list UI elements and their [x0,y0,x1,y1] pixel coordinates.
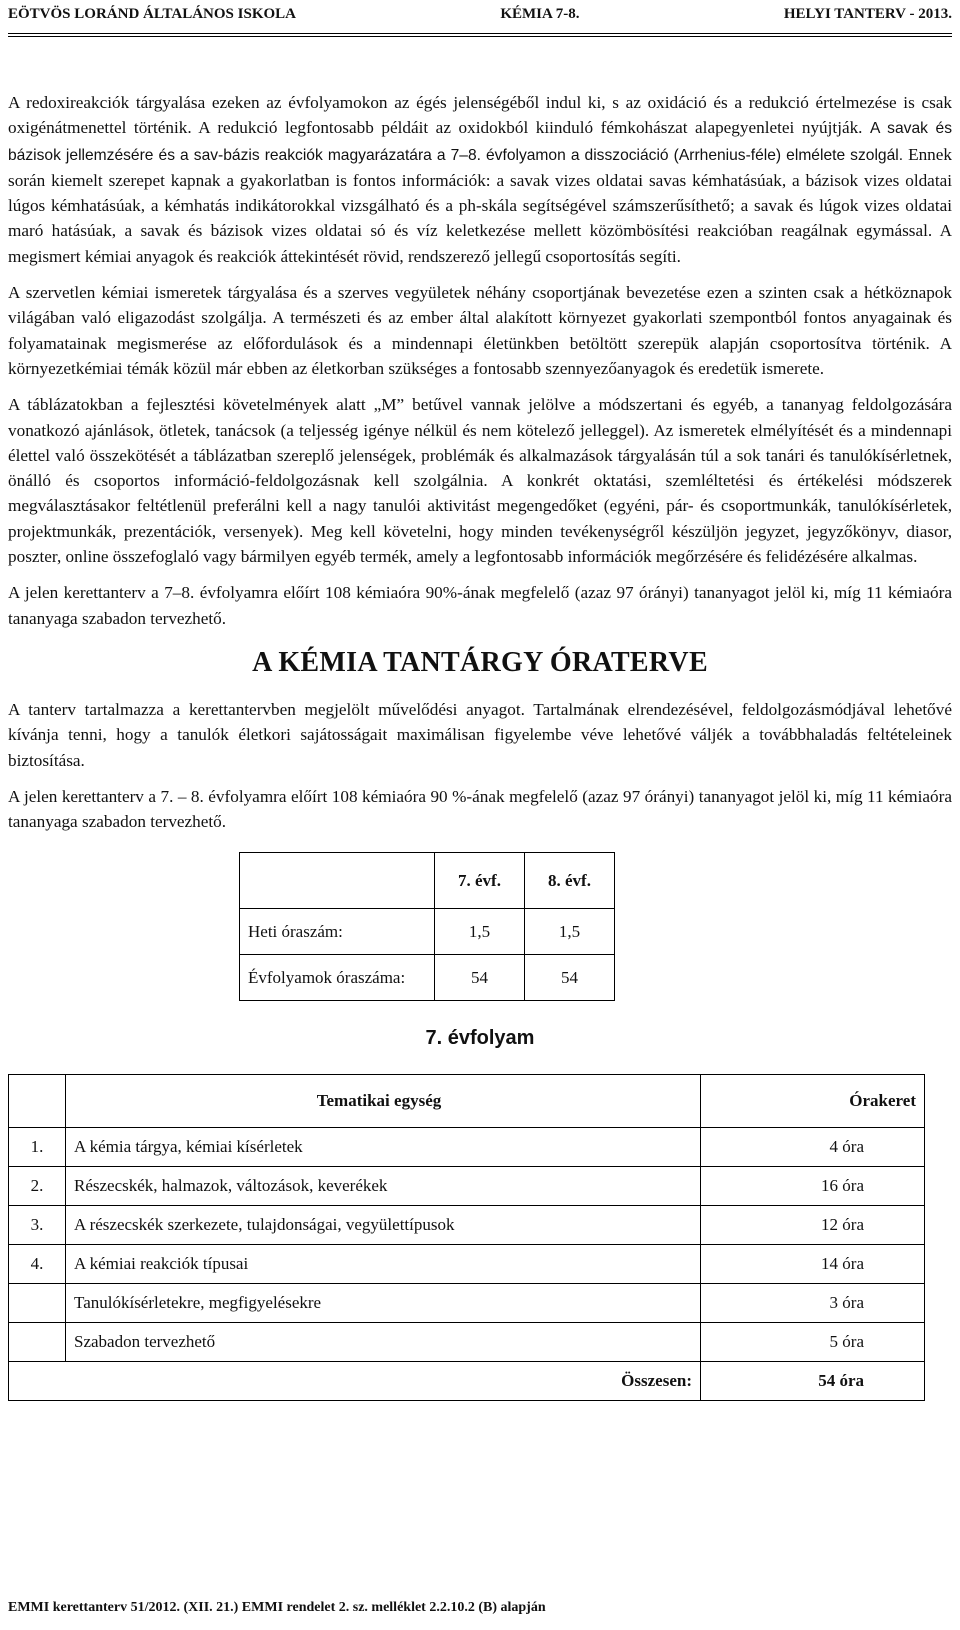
header-rule [8,33,952,37]
table-row [240,909,615,955]
table-row [9,1128,925,1167]
hours-header-grade8: 8. évf. [525,853,615,909]
page-content [8,90,952,1401]
unit-topic: A kémiai reakciók típusai [66,1245,701,1284]
unit-topic: A kémia tárgya, kémiai kísérletek [66,1128,701,1167]
header-curriculum: HELYI TANTERV - 2013. [783,6,952,22]
unit-number: 4. [9,1245,66,1284]
hours-value: 1,5 [435,909,525,955]
hours-table-header [240,853,615,909]
hours-value: 54 [525,955,615,1001]
hours-value: 54 [435,955,525,1001]
units-header-hours: Órakeret [701,1075,925,1128]
hours-table [239,852,615,1001]
hours-label: Évfolyamok óraszáma: [240,955,435,1001]
unit-topic: Szabadon tervezhető [66,1323,701,1362]
page-header [8,6,952,28]
unit-number: 1. [9,1128,66,1167]
table-row [9,1245,925,1284]
hours-value: 1,5 [525,909,615,955]
unit-hours: 3 óra [701,1284,925,1323]
total-label: Összesen: [9,1362,701,1401]
units-table [8,1074,925,1401]
paragraph-methods: A táblázatokban a fejlesztési követelmények alatt „M” betűvel vannak jelölve a módszertani és egyéb, a tananyag feldolgozására vonatkozó ajánlások, ötletek, tanácsok (a teljesség igénye nélkül és nem kötelező jelleggel). Az ismeretek elmélyítését és a mindennapi élettel való összekötését a táblázatban szereplő jelenségek, problémák és alkalmazások tárgyalásán túl a sok tanári és tanulókísérletnek, önálló és csoportos információ-feldolgozásnak kell szolgálnia. A konkrét oktatási, szemléltetési és értékelési módszerek megválasztásakor feltétlenül preferálni kell a nagy tanulói aktivitást megengedőket (egyéni, pár- és csoportmunkák, tanulókísérletek, projektmunkák, prezentációk, versenyek). Meg kell követelni, hogy minden tevékenységről készüljön jegyzet, jegyzőkönyv, diasor, poszter, online összefoglaló vagy bármilyen egyéb termék, amely a legfontosabb információk megőrzésére és felidézésére alkalmas. [8,395,952,567]
total-hours: 54 óra [701,1362,925,1401]
hours-header-grade7: 7. évf. [435,853,525,909]
page-footer: EMMI kerettanterv 51/2012. (XII. 21.) EMMI rendelet 2. sz. melléklet 2.2.10.2 (B) alapján [8,1600,546,1615]
unit-topic: Tanulókísérletekre, megfigyelésekre [66,1284,701,1323]
table-row [9,1284,925,1323]
table-row [9,1323,925,1362]
header-subject: KÉMIA 7-8. [500,6,580,22]
paragraph-hours-note: A jelen kerettanterv a 7–8. évfolyamra előírt 108 kémiaóra 90%-ának megfelelő (azaz 97 órányi) tananyagot jelöl ki, míg 11 kémiaóra tananyaga szabadon tervezhető. [8,583,952,628]
unit-topic: Részecskék, halmazok, változások, keverékek [66,1167,701,1206]
table-row [9,1167,925,1206]
units-table-header [9,1075,925,1128]
unit-number: 3. [9,1206,66,1245]
paragraph-inorganic: A szervetlen kémiai ismeretek tárgyalása és a szerves vegyületek néhány csoportjának bevezetése ezen a szinten csak a hétköznapok világában való eligazodást szolgálja. A természeti és az ember által alakított környezet gyakorlati szempontból fontos anyagainak és folyamatainak megismerése az előfordulások és a mindennapi életünkben betöltött szerepük alapján csoportosítva történik. A környezetkémiai témák közül már ebben az életkorban szükséges a fontosabb szennyezőanyagok és eredetük ismerete. [8,283,952,378]
paragraph-redox: A redoxireakciók tárgyalása ezeken az évfolyamokon az égés jelenségéből indul ki, s az oxidáció és a redukció értelmezése is csak oxigénátmenettel történik. A redukció legfontosabb példáit az oxidokból kiinduló fémkohászat alapegyenletei nyújtják. A savak és bázisok jellemzésére és a sav-bázis reakciók magyarázatára a 7–8. évfolyamon a disszociáció (Arrhenius-féle) elmélete szolgál. Ennek során kiemelt szerepet kapnak a gyakorlatban is fontos információk: a savak vizes oldatai savas kémhatásúak, a bázisok vizes oldatai lúgos kémhatásúak, a kémhatás indikátorokkal vizsgálható és a ph-skála segítségével számszerűsíthető; a savak és lúgok vizes oldatai maró hatásúak, a savak és bázisok vizes oldatai só és víz keletkezése mellett közömbösítési reakcióban reagálnak egymással. A megismert kémiai anyagok és reakciók áttekintését rövid, rendszerező jellegű csoportosítás segíti. [8,93,953,266]
table-row-total [9,1362,925,1401]
unit-hours: 5 óra [701,1323,925,1362]
units-header-number [9,1075,66,1128]
section-title: A KÉMIA TANTÁRGY ÓRATERVE [252,646,708,678]
header-school: EÖTVÖS LORÁND ÁLTALÁNOS ISKOLA [8,6,296,22]
table-row [9,1206,925,1245]
unit-number [9,1284,66,1323]
grade-heading: 7. évfolyam [425,1027,535,1050]
units-header-topic: Tematikai egység [66,1075,701,1128]
unit-topic: A részecskék szerkezete, tulajdonságai, vegyülettípusok [66,1206,701,1245]
unit-hours: 12 óra [701,1206,925,1245]
unit-hours: 16 óra [701,1167,925,1206]
paragraph-curriculum: A tanterv tartalmazza a kerettantervben megjelölt művelődési anyagot. Tartalmának elrendezésével, feldolgozásmódjával lehetővé kívánja tenni, hogy a tanulók életkori sajátosságait maximálisan figyelembe véve lehetővé váljék a továbbhaladás feltételeinek biztosítása. [8,699,952,770]
table-row [240,955,615,1001]
hours-label: Heti óraszám: [240,909,435,955]
paragraph-hours-note-2: A jelen kerettanterv a 7. – 8. évfolyamra előírt 108 kémiaóra 90 %-ának megfelelő (azaz 97 órányi) tananyagot jelöl ki, míg 11 kémiaóra tananyaga szabadon tervezhető. [8,786,952,832]
unit-hours: 14 óra [701,1245,925,1284]
unit-number [9,1323,66,1362]
unit-number: 2. [9,1167,66,1206]
hours-header-empty [240,853,435,909]
unit-hours: 4 óra [701,1128,925,1167]
